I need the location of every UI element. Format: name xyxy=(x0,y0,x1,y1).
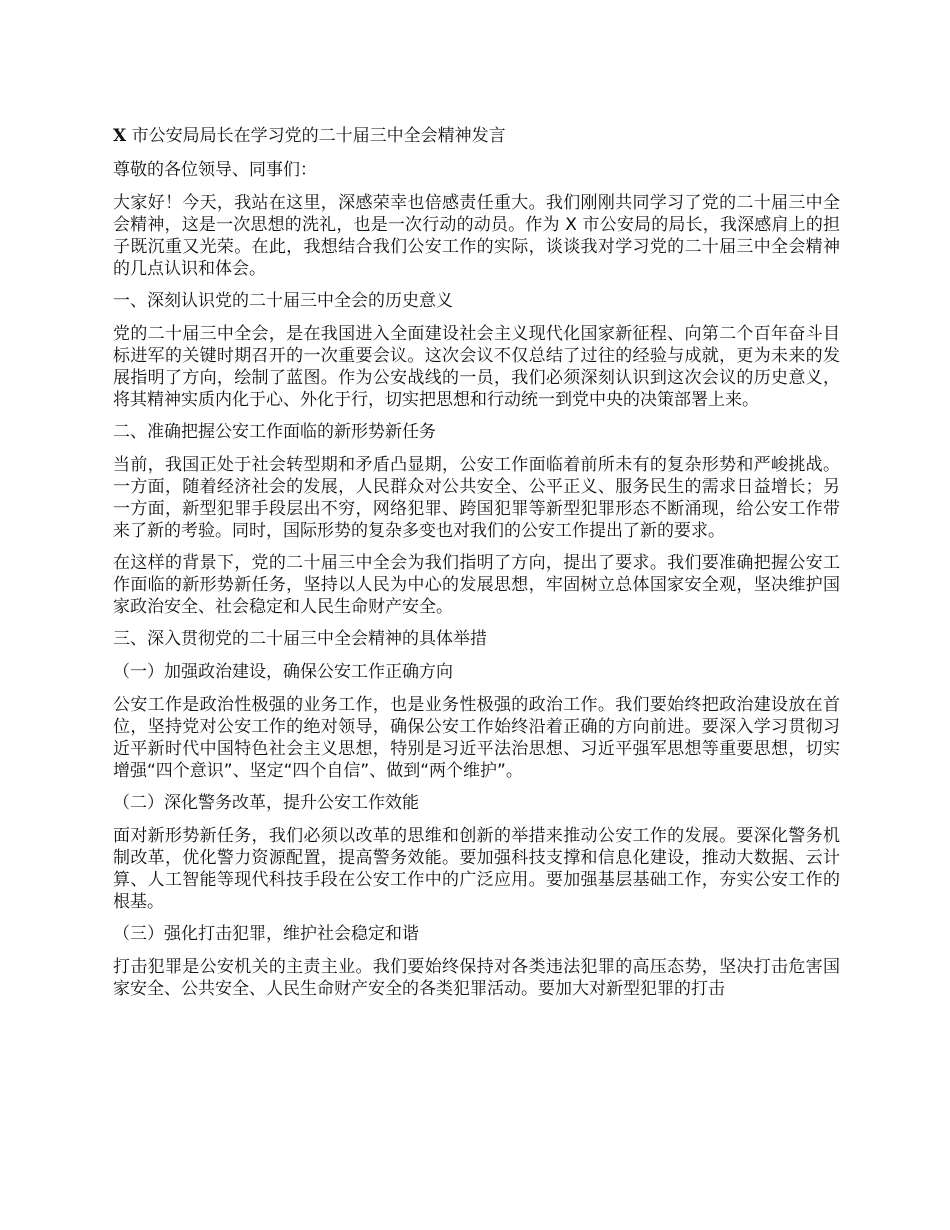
title-prefix: X xyxy=(113,126,127,146)
section-heading-2: 二、准确把握公安工作面临的新形势新任务 xyxy=(113,422,436,442)
section-heading-3: 三、深入贯彻党的二十届三中全会精神的具体举措 xyxy=(113,629,487,649)
paragraph-situation: 当前，我国正处于社会转型期和矛盾凸显期，公安工作面临着前所未有的复杂形势和严峻挑战。一方面，随着经济社会的发展，人民群众对公共安全、公平正义、服务民生的需求日益增长；另一方面，新型犯罪手段层出不穷，网络犯罪、跨国犯罪等新型犯罪形态不断涌现，给公安工作带来了新的考验。同时，国际形势的复杂多变也对我们的公安工作提出了新的要求。 xyxy=(113,455,840,541)
paragraph-history: 党的二十届三中全会，是在我国进入全面建设社会主义现代化国家新征程、向第二个百年奋斗目标进军的关键时期召开的一次重要会议。这次会议不仅总结了过往的经验与成就，更为未来的发展指明了方向，绘制了蓝图。作为公安战线的一员，我们必须深刻认识到这次会议的历史意义，将其精神实质内化于心、外化于行，切实把思想和行动统一到党中央的决策部署上来。 xyxy=(113,324,840,410)
paragraph-reform: 面对新形势新任务，我们必须以改革的思维和创新的举措来推动公安工作的发展。要深化警务机制改革，优化警力资源配置，提高警务效能。要加强科技支撑和信息化建设，推动大数据、云计算、人工智能等现代科技手段在公安工作中的广泛应用。要加强基层基础工作，夯实公安工作的根基。 xyxy=(113,826,840,912)
paragraph-intro: 大家好！今天，我站在这里，深感荣幸也倍感责任重大。我们刚刚共同学习了党的二十届三中全会精神，这是一次思想的洗礼，也是一次行动的动员。作为 X 市公安局的局长，我深感肩上的担子既沉重又光荣。在此，我想结合我们公安工作的实际，谈谈我对学习党的二十届三中全会精神的几点认识和体会。 xyxy=(113,193,840,279)
paragraph-background: 在这样的背景下，党的二十届三中全会为我们指明了方向，提出了要求。我们要准确把握公安工作面临的新形势新任务，坚持以人民为中心的发展思想，牢固树立总体国家安全观，坚决维护国家政治安全、社会稳定和人民生命财产安全。 xyxy=(113,553,840,617)
document-title xyxy=(113,124,840,148)
paragraph-crime: 打击犯罪是公安机关的主责主业。我们要始终保持对各类违法犯罪的高压态势，坚决打击危害国家安全、公共安全、人民生命财产安全的各类犯罪活动。要加大对新型犯罪的打击 xyxy=(113,957,840,999)
section-heading-1: 一、深刻认识党的二十届三中全会的历史意义 xyxy=(113,291,453,311)
paragraph-politics: 公安工作是政治性极强的业务工作，也是业务性极强的政治工作。我们要始终把政治建设放在首位，坚持党对公安工作的绝对领导，确保公安工作始终沿着正确的方向前进。要深入学习贯彻习近平新时代中国特色社会主义思想，特别是习近平法治思想、习近平强军思想等重要思想，切实增强“四个意识”、坚定“四个自信”、做到“两个维护”。 xyxy=(113,695,840,781)
greeting: 尊敬的各位领导、同事们： xyxy=(113,160,317,180)
subsection-heading-3: （三）强化打击犯罪，维护社会稳定和谐 xyxy=(113,924,419,944)
subsection-heading-2: （二）深化警务改革，提升公安工作效能 xyxy=(113,793,419,813)
subsection-heading-1: （一）加强政治建设，确保公安工作正确方向 xyxy=(113,662,453,682)
title-text: 市公安局局长在学习党的二十届三中全会精神发言 xyxy=(126,126,506,146)
